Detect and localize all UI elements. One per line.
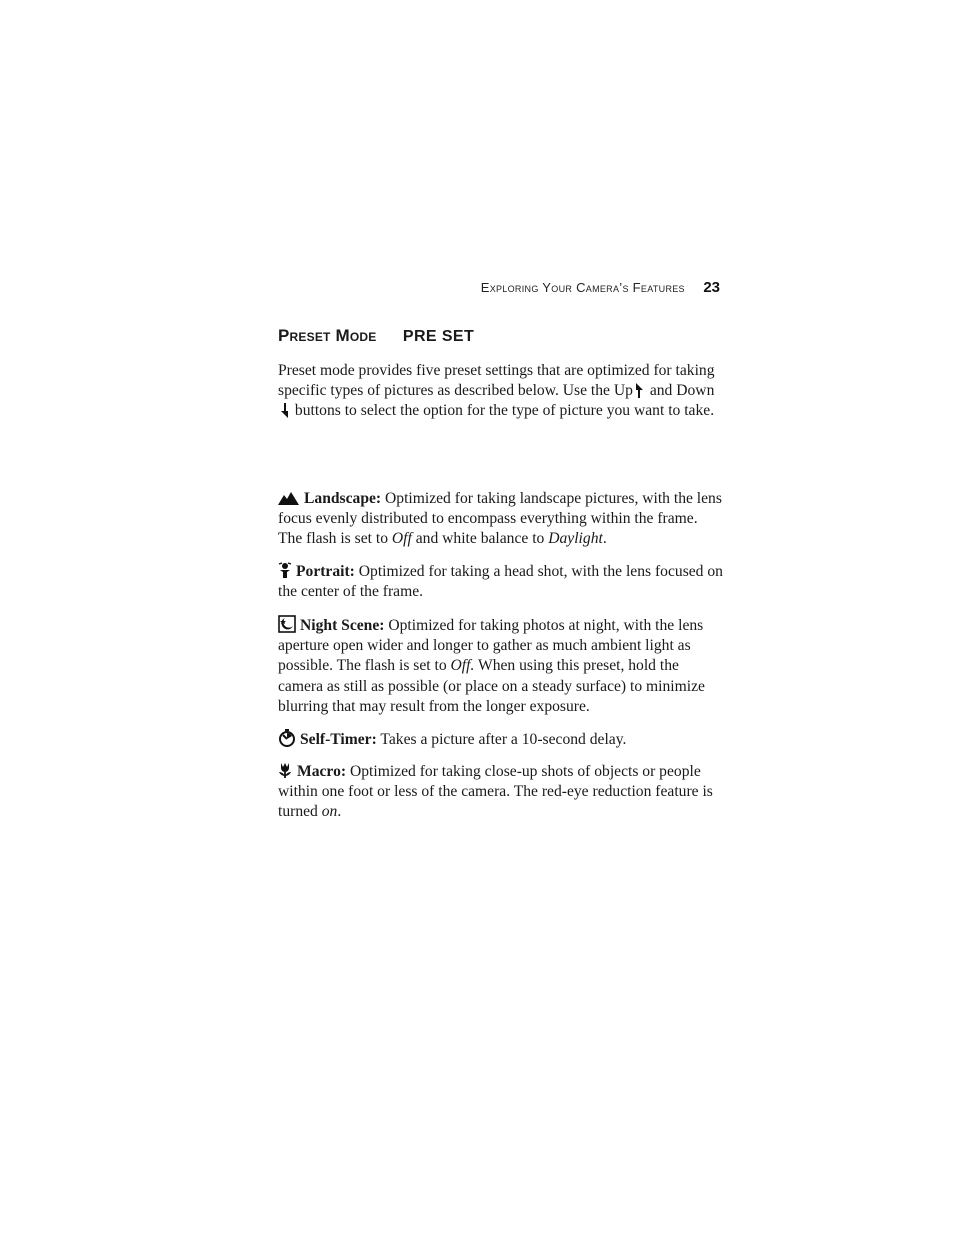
landscape-text-1: Optimized for taking landscape pictures, with the lens focus evenly distributed to encompass everything within the frame. The flash is set to [278,490,722,548]
up-arrow-icon [635,382,644,399]
landscape-text-2: and white balance to [411,530,549,548]
landscape-wb-value: Daylight [548,530,603,548]
portrait-icon [278,562,292,579]
night-scene-icon [278,615,296,633]
landscape-flash-value: Off [391,530,412,548]
macro-icon [278,762,293,779]
section-heading [278,326,474,346]
section-title: Preset Mode [278,326,377,345]
landscape-icon [278,491,300,506]
macro-text-1: Optimized for taking close-up shots of objects or people within one foot or less of the camera. The red-eye reduction feature is turned [278,763,713,821]
intro-paragraph [278,361,724,422]
macro-term: Macro: [297,763,347,780]
self-timer-text: Takes a picture after a 10-second delay. [376,731,627,748]
night-scene-flash-value: Off. [450,657,475,675]
macro-red-eye-value: on [321,803,338,821]
preset-night-scene [278,615,724,717]
self-timer-icon [278,729,296,747]
running-head-title: Exploring Your Camera’s Features [480,280,685,295]
macro-text-2: . [337,803,342,821]
preset-portrait [278,562,724,602]
intro-text-3: buttons to select the option for the type of picture you want to take. [291,402,715,420]
intro-text-1: Preset mode provides five preset settings that are optimized for taking specific types of pictures as described below. Use the Up [278,362,715,400]
mode-display-code: PRE SET [402,328,475,345]
down-arrow-icon [280,402,289,419]
portrait-term: Portrait: [296,563,355,580]
self-timer-term: Self-Timer: [300,731,377,748]
portrait-text: Optimized for taking a head shot, with the lens focused on the center of the frame. [278,563,723,601]
landscape-text-3: . [602,530,607,548]
landscape-term: Landscape: [304,490,382,507]
night-scene-term: Night Scene: [300,617,385,634]
preset-self-timer [278,729,724,750]
night-scene-text-2: When using this preset, hold the camera as still as possible (or place on a steady surface) to minimize blurring that may result from the longer exposure. [278,657,705,715]
preset-landscape [278,489,724,550]
running-head [430,279,720,297]
page-number: 23 [703,279,720,296]
preset-macro [278,762,724,823]
night-scene-text-1: Optimized for taking photos at night, with the lens aperture open wider and longer to gather as much ambient light as possible. The flash is set to [278,617,704,675]
intro-text-2: and Down [645,382,715,400]
